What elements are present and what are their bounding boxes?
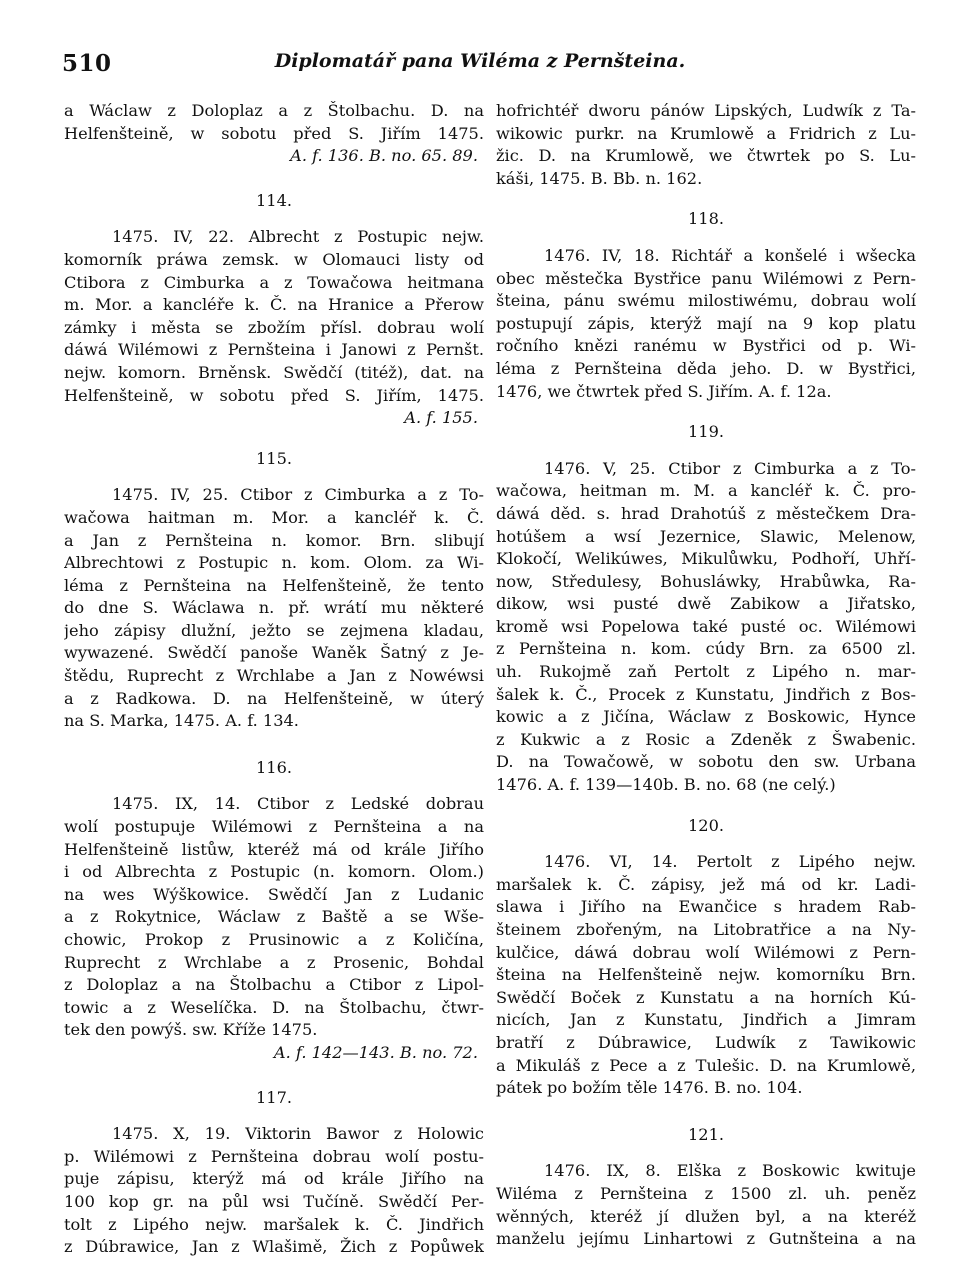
right-column (496, 100, 916, 1251)
text-line: 1476. IV, 18. Richtář a konšelé i wšecka (544, 245, 916, 265)
text-line: nicích, Jan z Kunstatu, Jindřich a Jimram (496, 1010, 916, 1030)
text-line: 1475. IV, 25. Ctibor z Cimburka a z To- (112, 485, 484, 505)
text-line: šalek k. Č., Procek z Kunstatu, Jindřich z Bos- (496, 684, 916, 704)
text-line: wěnných, kteréž jí dlužen byl, a na kteréž (496, 1206, 916, 1226)
text-line: jeho zápisy dlužní, ježto se zejmena kladau, (64, 620, 484, 640)
text-line: léma z Pernšteina na Helfenšteině, že tento (64, 575, 484, 595)
text-line: a z Radkowa. D. na Helfenšteině, w úterý (64, 688, 484, 708)
text-line: a Jan z Pernšteina n. komor. Brn. slibují (64, 530, 484, 550)
text-line: káši, 1475. B. Bb. n. 162. (496, 168, 703, 188)
text-line: a Wáclaw z Doloplaz a z Štolbachu. D. na (64, 101, 484, 120)
text-line: Albrechtowi z Postupic n. kom. Olom. za Wi- (64, 553, 484, 573)
document-number: 117. (255, 1087, 293, 1107)
document-number: 116. (255, 757, 293, 777)
text-line: kromě wsi Popelowa také pusté oc. Wilémowi (496, 616, 916, 636)
text-line: Ctibora z Cimburka a z Towačowa heitmana (64, 272, 484, 292)
document-number: 121. (687, 1124, 725, 1144)
text-line: i od Albrechta z Postupic (n. komorn. Olom.) (64, 862, 484, 882)
text-line: wačowa, heitman m. M. a kancléř k. Č. pro- (496, 481, 916, 501)
text-line: z Dúbrawice, Jan z Wlašimě, Žich z Popůwek (64, 1237, 484, 1257)
text-line: šteinem zbořeným, na Litobratřice a na Ny- (496, 920, 916, 939)
text-line: p. Wilémowi z Pernšteina dobrau wolí postu- (64, 1146, 484, 1166)
document-number: 118. (687, 209, 725, 229)
text-line: 1475. X, 19. Viktorin Bawor z Holowic (112, 1124, 484, 1144)
text-line: wywazené. Swědčí panoše Waněk Šatný z Je- (64, 643, 484, 663)
text-line: 1476, we čtwrtek před S. Jiřím. A. f. 12a. (496, 381, 832, 401)
text-line: manželu jejímu Linhartowi z Gutnšteina a na (496, 1229, 916, 1249)
text-line: léma z Pernšteina děda jeho. D. w Bystřici, (496, 358, 916, 378)
text-line: obec městečka Bystřice panu Wilémowi z Pern- (496, 268, 916, 288)
text-line: Klokočí, Welikúwes, Mikulůwku, Podhoří, Uhří- (496, 549, 916, 569)
document-number: 114. (255, 190, 293, 210)
left-column (64, 100, 484, 1259)
text-line: D. na Towačowě, w sobotu den sw. Urbana (496, 752, 916, 772)
citation-line: A. f. 155. (404, 408, 478, 428)
text-line: ročního knězi ranému w Bystřici od p. Wi- (496, 336, 916, 356)
running-title: Diplomatář pana Wiléma z Pernšteina. (274, 50, 686, 72)
text-line: Helfenšteině, w sobotu před S. Jiřím, 1475. (64, 385, 484, 405)
text-line: bratří z Dúbrawice, Ludwík z Tawikowic (496, 1032, 916, 1052)
text-line: na S. Marka, 1475. A. f. 134. (64, 711, 299, 731)
document-number: 120. (687, 815, 725, 835)
text-line: hotúšem a wsí Jezernice, Slawic, Melenow, (496, 526, 916, 546)
text-line: chowic, Prokop z Prusinowic a z Količína, (64, 930, 484, 949)
text-line: maršalek k. Č. zápisy, jež má od kr. Ladi- (496, 874, 916, 894)
text-line: žic. D. na Krumlowě, we čtwrtek po S. Lu- (496, 146, 916, 166)
citation-line: A. f. 136. B. no. 65. 89. (290, 146, 478, 166)
text-line: puje zápisu, kterýž má od krále Jiřího na (64, 1169, 484, 1189)
text-line: now, Středulesy, Bohusláwky, Hrabůwka, Ra- (496, 571, 916, 591)
document-number: 119. (687, 422, 725, 442)
text-line: kulčice, dáwá dobrau wolí Wilémowi z Pern- (496, 942, 916, 962)
text-line: komorník práwa zemsk. w Olomauci listy od (64, 249, 484, 269)
text-line: nejw. komorn. Brněnsk. Swědčí (titéž), dat. na (64, 362, 484, 382)
text-line: tolt z Lipého nejw. maršalek k. Č. Jindřich (64, 1214, 484, 1234)
text-line: pátek po božím těle 1476. B. no. 104. (496, 1078, 803, 1098)
text-line: 1476. IX, 8. Elška z Boskowic kwituje (544, 1161, 916, 1181)
text-line: tek den powýš. sw. Kříže 1475. (64, 1020, 318, 1040)
text-line: Helfenšteině listůw, kteréž má od krále Jiřího (64, 839, 484, 859)
text-line: 1475. IV, 22. Albrecht z Postupic nejw. (112, 227, 484, 247)
text-line: do dne S. Wáclawa n. př. wrátí mu některé (64, 598, 484, 618)
citation-line: A. f. 142—143. B. no. 72. (273, 1042, 478, 1062)
text-line: Swědčí Boček z Kunstatu a na horních Kú- (496, 987, 916, 1007)
text-line: šteina, pánu swému milostiwému, dobrau wolí (496, 291, 916, 311)
text-line: kowic a z Jičína, Wáclaw z Boskowic, Hynce (496, 707, 916, 727)
text-line: 1476. A. f. 139—140b. B. no. 68 (ne celý.) (496, 775, 836, 795)
text-line: wolí postupuje Wilémowi z Pernšteina a na (64, 817, 484, 837)
text-line: 1476. VI, 14. Pertolt z Lipého nejw. (544, 852, 916, 872)
text-line: dikow, wsi pusté dwě Zabikow a Jiřatsko, (496, 594, 916, 614)
text-line: z Doloplaz a na Štolbachu a Ctibor z Lipol- (64, 975, 484, 995)
text-line: Wiléma z Pernšteina z 1500 zl. uh. peněz (496, 1183, 916, 1203)
text-line: a z Rokytnice, Wáclaw z Baště a se Wše- (64, 907, 484, 927)
text-line: štědu, Ruprecht z Wrchlabe a Jan z Nowéwsi (64, 666, 484, 686)
text-line: wačowa haitman m. Mor. a kancléř k. Č. (64, 507, 484, 527)
text-line: hofrichtéř dworu pánów Lipských, Ludwík z Ta- (496, 101, 916, 120)
text-line: Helfenšteině, w sobotu před S. Jiřím 1475. (64, 123, 484, 143)
document-number: 115. (255, 448, 293, 468)
text-line: wikowic purkr. na Krumlowě a Fridrich z Lu- (496, 123, 916, 143)
page-number: 510 (62, 50, 112, 77)
text-line: dáwá děd. s. hrad Drahotúš z městečkem Dra- (496, 503, 916, 523)
text-line: z Kukwic a z Rosic a Zdeněk z Šwabenic. (496, 729, 916, 749)
text-line: slawa i Jiřího na Ewančice s hradem Rab- (496, 897, 916, 917)
text-line: a Mikuláš z Pece a z Tulešic. D. na Krumlowě, (496, 1055, 916, 1075)
text-line: postupují zápis, kterýž mají na 9 kop platu (496, 313, 916, 333)
text-line: na wes Wýškowice. Swědčí Jan z Ludanic (64, 884, 484, 904)
text-line: Ruprecht z Wrchlabe a z Prosenic, Bohdal (64, 952, 484, 972)
text-line: zámky i města se zbožím přísl. dobrau wolí (64, 317, 484, 337)
text-line: m. Mor. a kancléře k. Č. na Hranice a Přerow (64, 295, 484, 315)
text-line: 1476. V, 25. Ctibor z Cimburka a z To- (544, 458, 916, 478)
text-line: dáwá Wilémowi z Pernšteina i Janowi z Pernšt. (64, 340, 484, 360)
text-line: 100 kop gr. na půl wsi Tučíně. Swědčí Per- (64, 1191, 484, 1211)
text-line: z Pernšteina n. kom. cúdy Brn. za 6500 zl. (496, 639, 916, 659)
text-line: towic a z Weselíčka. D. na Štolbachu, čtwr- (64, 997, 484, 1017)
text-line: šteina na Helfenšteině nejw. komorníku Brn. (496, 965, 916, 985)
text-line: 1475. IX, 14. Ctibor z Ledské dobrau (112, 794, 484, 814)
text-line: uh. Rukojmě zaň Pertolt z Lipého n. mar- (496, 662, 916, 682)
